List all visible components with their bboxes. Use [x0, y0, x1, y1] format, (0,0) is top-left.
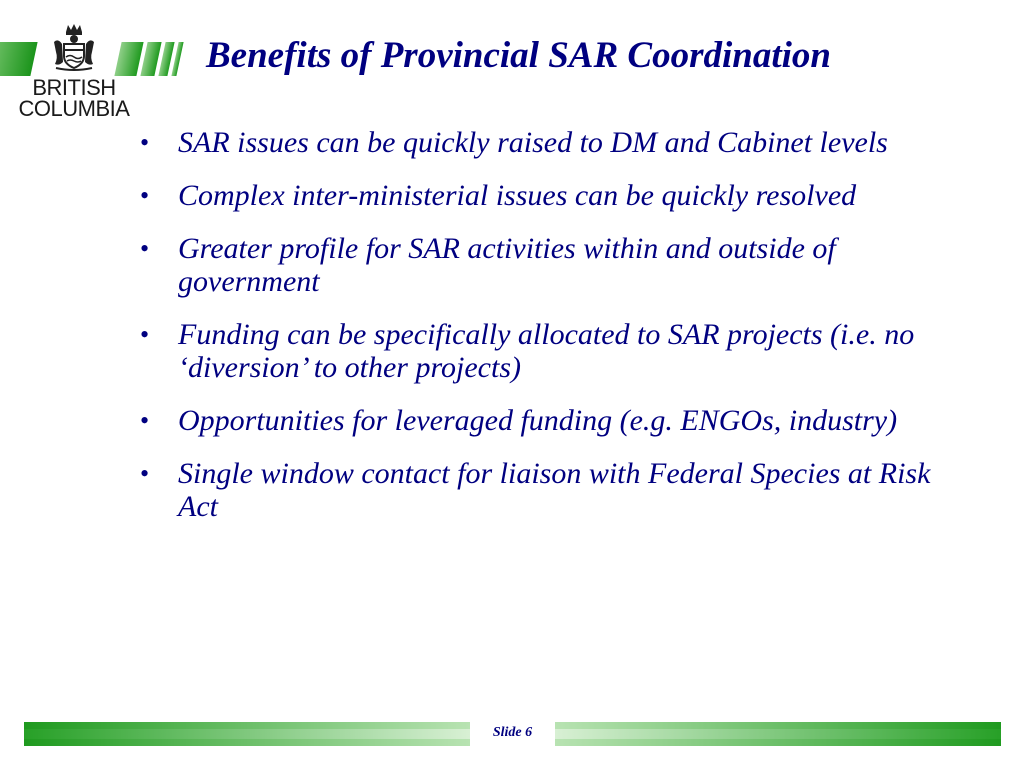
bullet-icon: •: [140, 459, 150, 488]
british-columbia-logo: [16, 22, 132, 122]
bullet-text: Greater profile for SAR activities within and outside of government: [178, 232, 836, 298]
logo-text-line2: COLUMBIA: [18, 96, 130, 121]
footer-stripe-right: [555, 722, 1001, 746]
bullet-icon: •: [140, 128, 150, 157]
bullet-item: [138, 404, 938, 437]
bullet-text: Funding can be specifically allocated to SAR projects (i.e. no ‘diversion’ to other projects): [178, 318, 915, 384]
footer-stripe-inner: [555, 729, 1001, 739]
footer-stripe-inner: [24, 729, 470, 739]
bullet-icon: •: [140, 320, 150, 349]
coat-of-arms-icon: [50, 22, 98, 72]
bullet-text: Opportunities for leveraged funding (e.g. ENGOs, industry): [178, 404, 898, 437]
bullet-text: Complex inter-ministerial issues can be quickly resolved: [178, 179, 857, 212]
footer-stripe-left: [24, 722, 470, 746]
bullet-item: [138, 232, 938, 298]
slide-title: Benefits of Provincial SAR Coordination: [206, 35, 831, 76]
bullet-item: [138, 126, 938, 159]
logo-text-line1: BRITISH: [32, 75, 116, 100]
bullet-icon: •: [140, 406, 150, 435]
slide-number: Slide 6: [492, 725, 533, 740]
bullet-list: [138, 126, 938, 543]
bullet-text: Single window contact for liaison with Federal Species at Risk Act: [178, 457, 931, 523]
bullet-text: SAR issues can be quickly raised to DM and Cabinet levels: [178, 126, 888, 159]
bullet-item: [138, 318, 938, 384]
bullet-icon: •: [140, 234, 150, 263]
bullet-item: [138, 179, 938, 212]
bullet-item: [138, 457, 938, 523]
bullet-icon: •: [140, 181, 150, 210]
